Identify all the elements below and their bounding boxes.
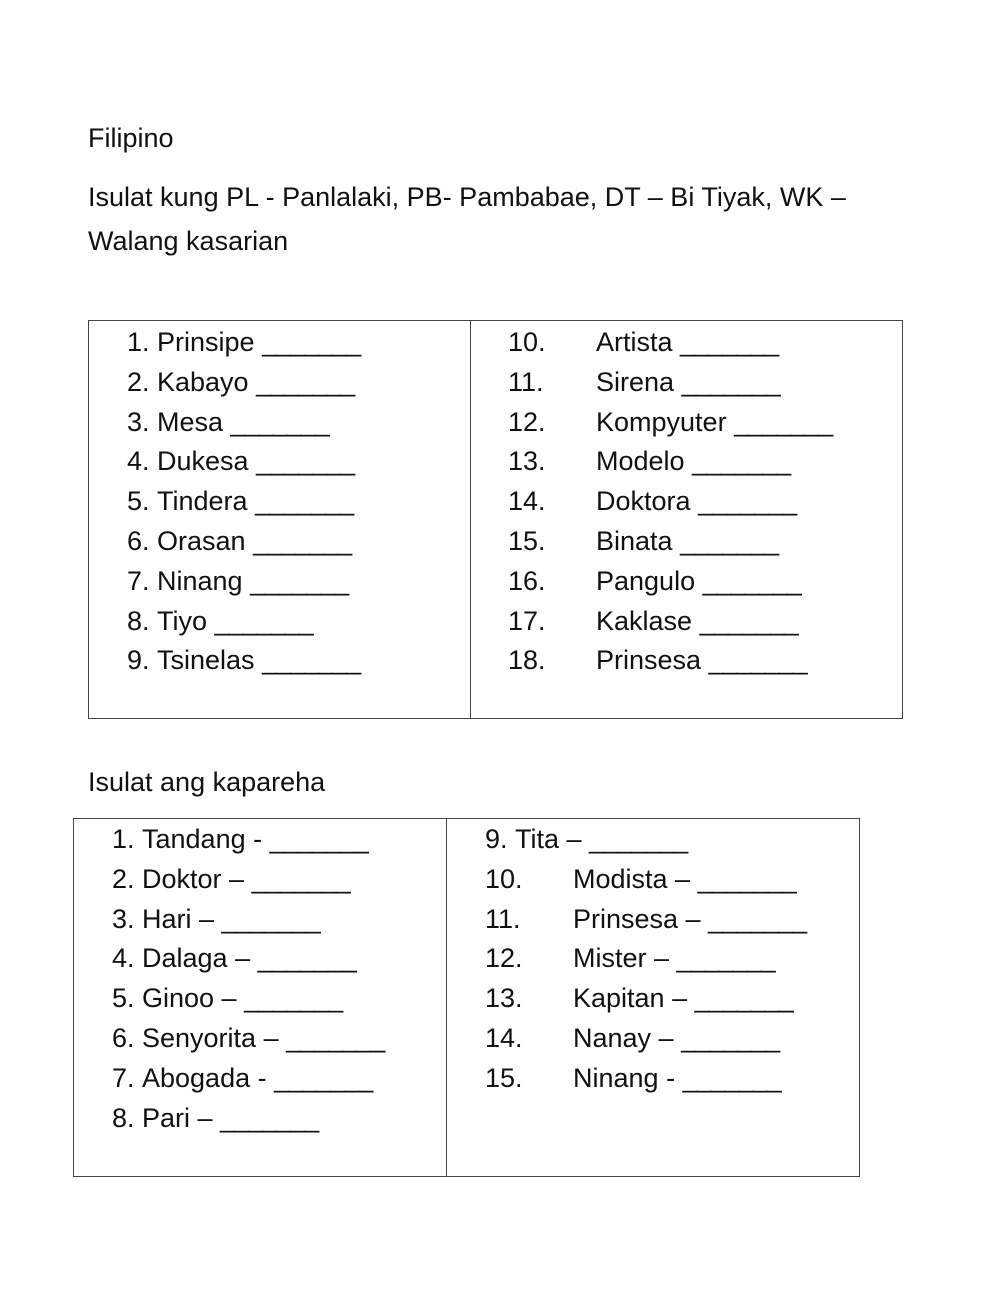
column-divider bbox=[470, 321, 471, 718]
answer-blank[interactable]: _______ bbox=[680, 327, 779, 357]
page-title: Filipino bbox=[88, 123, 174, 153]
answer-blank[interactable]: _______ bbox=[676, 943, 775, 974]
table1-left-column bbox=[127, 323, 360, 681]
answer-blank[interactable]: _______ bbox=[253, 525, 352, 556]
list-item: 16. Pangulo _______ bbox=[508, 565, 801, 596]
list-item: 15. Binata _______ bbox=[508, 525, 779, 556]
table2-right-column bbox=[485, 820, 806, 1099]
list-item: 6. Senyorita – _______ bbox=[112, 1022, 385, 1053]
list-item: 8. Pari – _______ bbox=[112, 1102, 319, 1133]
answer-blank[interactable]: _______ bbox=[256, 446, 355, 477]
answer-blank[interactable]: _______ bbox=[230, 406, 329, 437]
list-item: 18. Prinsesa _______ bbox=[508, 645, 807, 676]
list-item: 11. Prinsesa – _______ bbox=[485, 903, 807, 934]
answer-blank[interactable]: _______ bbox=[262, 645, 361, 676]
answer-blank[interactable]: _______ bbox=[694, 983, 793, 1014]
table2-left-column bbox=[112, 820, 384, 1138]
answer-blank[interactable]: _______ bbox=[269, 824, 368, 854]
answer-blank[interactable]: _______ bbox=[244, 983, 343, 1014]
counterpart-table bbox=[73, 818, 860, 1177]
answer-blank[interactable]: _______ bbox=[698, 486, 797, 517]
answer-blank[interactable]: _______ bbox=[221, 903, 320, 934]
list-item: 2. Kabayo _______ bbox=[127, 366, 355, 397]
list-item: 15. Ninang - _______ bbox=[485, 1062, 781, 1093]
answer-blank[interactable]: _______ bbox=[257, 943, 356, 974]
list-item: 3. Mesa _______ bbox=[127, 406, 329, 437]
answer-blank[interactable]: _______ bbox=[702, 565, 801, 596]
list-item: 13. Kapitan – _______ bbox=[485, 983, 793, 1014]
list-item: 5. Ginoo – _______ bbox=[112, 983, 343, 1014]
answer-blank[interactable]: _______ bbox=[681, 366, 780, 397]
list-item: 10. Modista – _______ bbox=[485, 863, 796, 894]
list-item: 12. Kompyuter _______ bbox=[508, 406, 833, 437]
list-item: 7. Ninang _______ bbox=[127, 565, 349, 596]
answer-blank[interactable]: _______ bbox=[697, 863, 796, 894]
list-item: 17. Kaklase _______ bbox=[508, 605, 798, 636]
list-item: 4. Dalaga – _______ bbox=[112, 943, 356, 974]
list-item: 7. Abogada - _______ bbox=[112, 1062, 373, 1093]
answer-blank[interactable]: _______ bbox=[256, 366, 355, 397]
answer-blank[interactable]: _______ bbox=[682, 1062, 781, 1093]
answer-blank[interactable]: _______ bbox=[262, 327, 361, 357]
list-item: 3. Hari – _______ bbox=[112, 903, 320, 934]
list-item: 1. Prinsipe _______ bbox=[127, 327, 361, 357]
list-item: 11. Sirena _______ bbox=[508, 366, 780, 397]
answer-blank[interactable]: _______ bbox=[734, 406, 833, 437]
answer-blank[interactable]: _______ bbox=[681, 1022, 780, 1053]
list-item: 9. Tita – _______ bbox=[485, 824, 688, 854]
answer-blank[interactable]: _______ bbox=[699, 605, 798, 636]
gender-classification-table bbox=[88, 320, 903, 719]
instructions: Isulat kung PL - Panlalaki, PB- Pambabae, DT – Bi Tiyak, WK – Walang kasarian bbox=[88, 182, 846, 256]
list-item: 12. Mister – _______ bbox=[485, 943, 775, 974]
list-item: 13. Modelo _______ bbox=[508, 446, 791, 477]
section-title: Isulat ang kapareha bbox=[88, 767, 326, 797]
answer-blank[interactable]: _______ bbox=[708, 645, 807, 676]
answer-blank[interactable]: _______ bbox=[214, 605, 313, 636]
list-item: 1. Tandang - _______ bbox=[112, 824, 368, 854]
answer-blank[interactable]: _______ bbox=[274, 1062, 373, 1093]
list-item: 9. Tsinelas _______ bbox=[127, 645, 361, 676]
list-item: 5. Tindera _______ bbox=[127, 486, 354, 517]
table1-right-column bbox=[508, 323, 832, 681]
answer-blank[interactable]: _______ bbox=[589, 824, 688, 854]
answer-blank[interactable]: _______ bbox=[220, 1102, 319, 1133]
answer-blank[interactable]: _______ bbox=[680, 525, 779, 556]
answer-blank[interactable]: _______ bbox=[250, 565, 349, 596]
list-item: 14. Doktora _______ bbox=[508, 486, 797, 517]
answer-blank[interactable]: _______ bbox=[251, 863, 350, 894]
list-item: 8. Tiyo _______ bbox=[127, 605, 313, 636]
answer-blank[interactable]: _______ bbox=[708, 903, 807, 934]
list-item: 6. Orasan _______ bbox=[127, 525, 352, 556]
answer-blank[interactable]: _______ bbox=[255, 486, 354, 517]
list-item: 10. Artista _______ bbox=[508, 327, 779, 357]
answer-blank[interactable]: _______ bbox=[286, 1022, 385, 1053]
list-item: 14. Nanay – _______ bbox=[485, 1022, 780, 1053]
column-divider bbox=[446, 819, 447, 1176]
list-item: 2. Doktor – _______ bbox=[112, 863, 350, 894]
answer-blank[interactable]: _______ bbox=[692, 446, 791, 477]
list-item: 4. Dukesa _______ bbox=[127, 446, 355, 477]
